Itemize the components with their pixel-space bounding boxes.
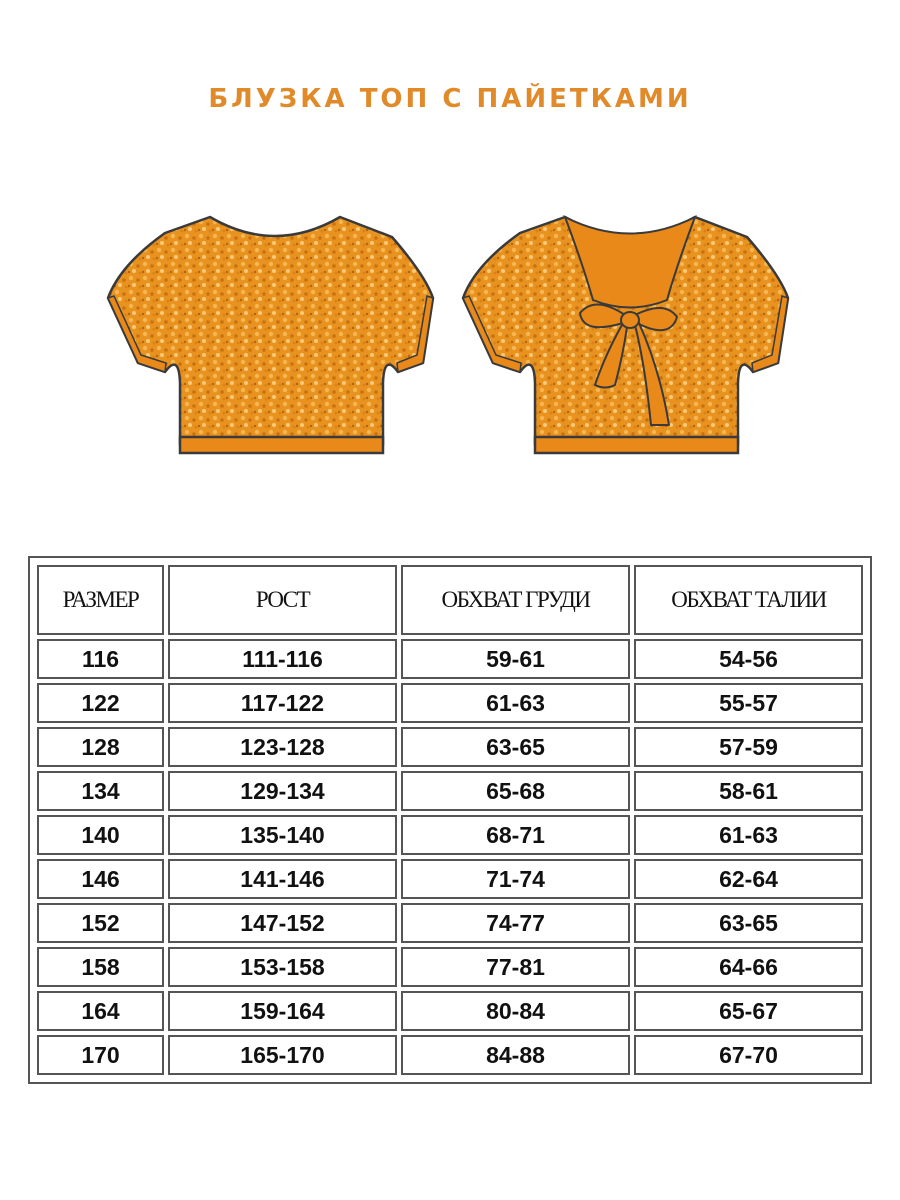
cell-size: 158	[37, 947, 164, 987]
header-size: РАЗМЕР	[37, 565, 164, 635]
cell-waist: 64-66	[634, 947, 863, 987]
cell-waist: 58-61	[634, 771, 863, 811]
cell-height: 111-116	[168, 639, 397, 679]
table-row	[37, 859, 863, 899]
cell-waist: 54-56	[634, 639, 863, 679]
size-table	[33, 561, 867, 1079]
cell-chest: 84-88	[401, 1035, 630, 1075]
cell-size: 152	[37, 903, 164, 943]
cell-size: 116	[37, 639, 164, 679]
cell-chest: 61-63	[401, 683, 630, 723]
page-title: БЛУЗКА ТОП С ПАЙЕТКАМИ	[208, 84, 692, 114]
cell-size: 128	[37, 727, 164, 767]
table-row	[37, 1035, 863, 1075]
cell-size: 164	[37, 991, 164, 1031]
cell-height: 117-122	[168, 683, 397, 723]
table-row	[37, 815, 863, 855]
cell-size: 146	[37, 859, 164, 899]
cell-waist: 62-64	[634, 859, 863, 899]
header-waist: ОБХВАТ ТАЛИИ	[634, 565, 863, 635]
front-view-garment	[108, 217, 433, 453]
cell-height: 135-140	[168, 815, 397, 855]
cell-chest: 59-61	[401, 639, 630, 679]
back-view-garment	[463, 217, 788, 453]
cell-waist: 55-57	[634, 683, 863, 723]
table-row	[37, 991, 863, 1031]
cell-waist: 65-67	[634, 991, 863, 1031]
cell-chest: 71-74	[401, 859, 630, 899]
cell-size: 122	[37, 683, 164, 723]
cell-chest: 77-81	[401, 947, 630, 987]
cell-height: 129-134	[168, 771, 397, 811]
cell-waist: 63-65	[634, 903, 863, 943]
cell-chest: 68-71	[401, 815, 630, 855]
header-height: РОСТ	[168, 565, 397, 635]
garment-illustration	[100, 205, 800, 465]
cell-size: 134	[37, 771, 164, 811]
cell-size: 170	[37, 1035, 164, 1075]
cell-size: 140	[37, 815, 164, 855]
table-row	[37, 683, 863, 723]
size-chart	[28, 556, 872, 1084]
cell-height: 165-170	[168, 1035, 397, 1075]
cell-height: 141-146	[168, 859, 397, 899]
table-row	[37, 771, 863, 811]
cell-chest: 80-84	[401, 991, 630, 1031]
table-row	[37, 947, 863, 987]
cell-chest: 74-77	[401, 903, 630, 943]
header-chest: ОБХВАТ ГРУДИ	[401, 565, 630, 635]
cell-chest: 63-65	[401, 727, 630, 767]
cell-height: 153-158	[168, 947, 397, 987]
cell-waist: 61-63	[634, 815, 863, 855]
cell-chest: 65-68	[401, 771, 630, 811]
cell-waist: 67-70	[634, 1035, 863, 1075]
table-row	[37, 727, 863, 767]
cell-waist: 57-59	[634, 727, 863, 767]
cell-height: 123-128	[168, 727, 397, 767]
cell-height: 147-152	[168, 903, 397, 943]
table-header-row	[37, 565, 863, 635]
table-row	[37, 639, 863, 679]
table-row	[37, 903, 863, 943]
cell-height: 159-164	[168, 991, 397, 1031]
